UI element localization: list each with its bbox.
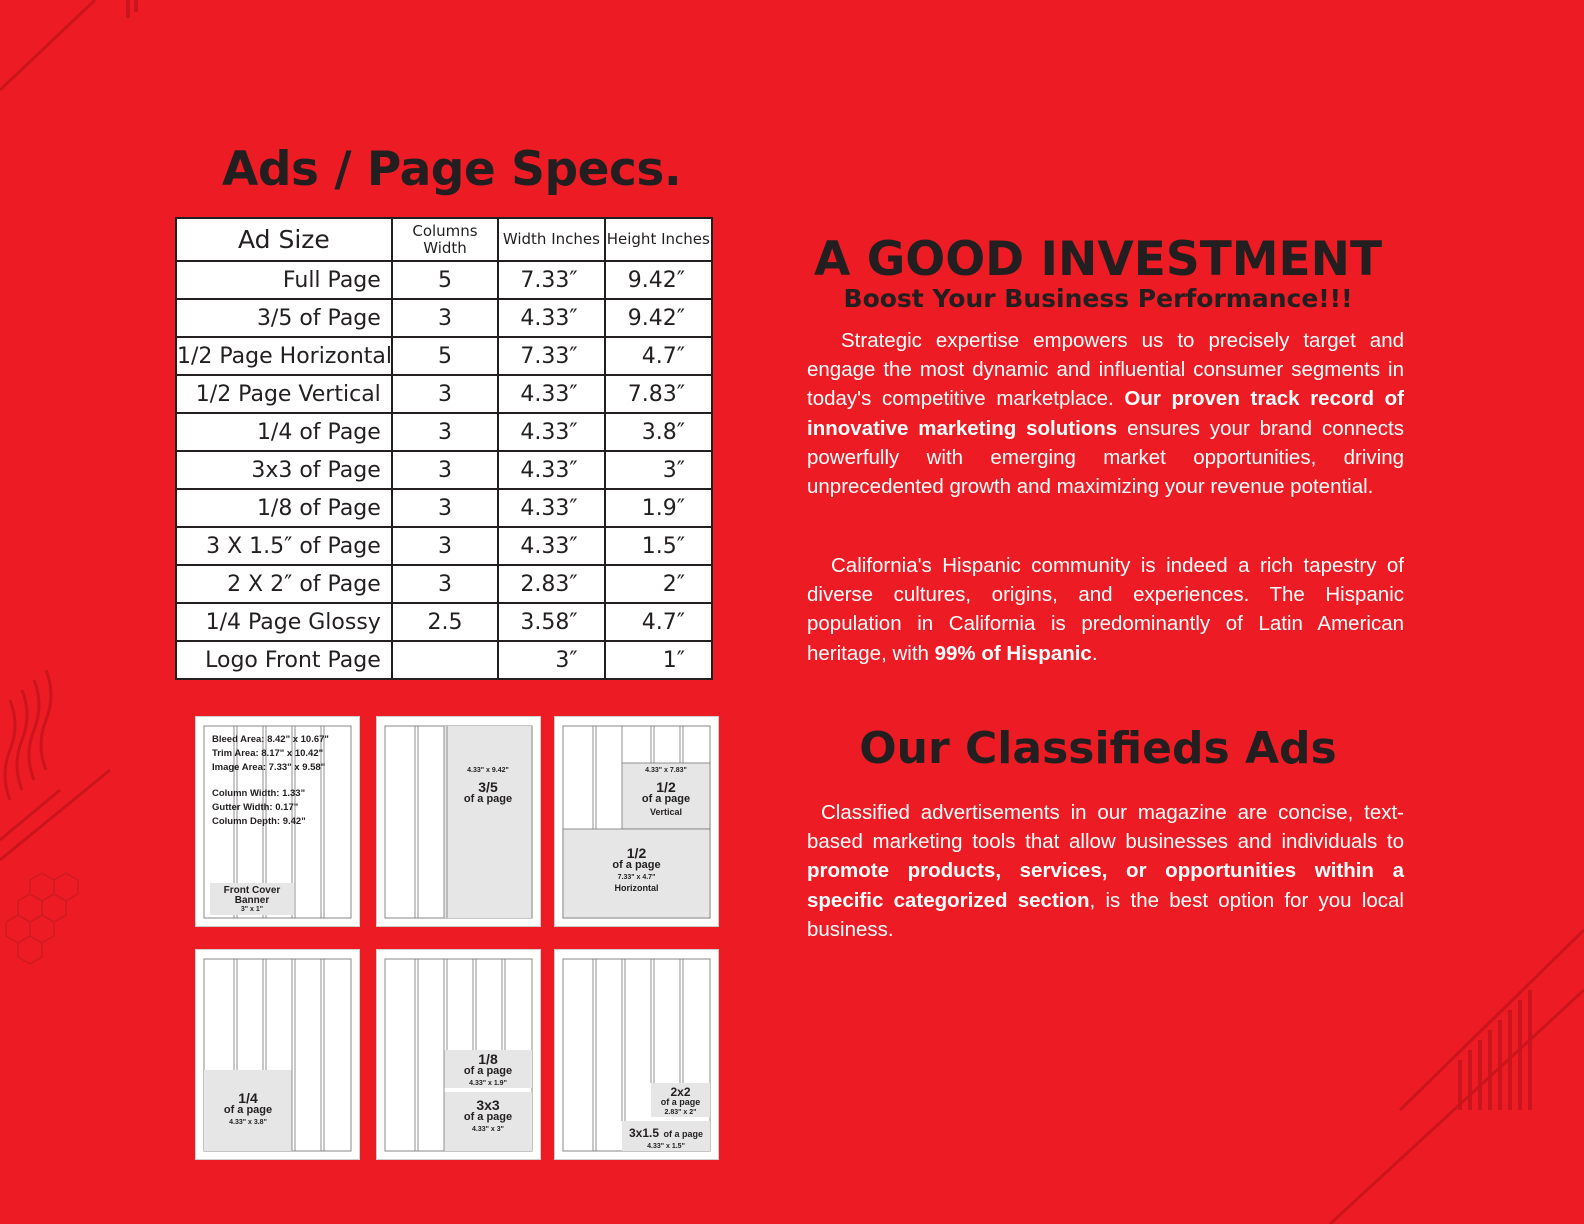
investment-paragraph-2: California's Hispanic community is indeed a rich tapestry of diverse cultures, origins, and experiences. The Hispanic population in California is predominantly of Latin American heritage, with 99% of Hispanic.: [807, 554, 1404, 665]
width-cell: 7.33″: [498, 261, 604, 299]
half-page-grid: [555, 717, 718, 926]
ad-size-cell: 1/4 Page Glossy: [176, 603, 392, 641]
columns-cell: 3: [392, 299, 498, 337]
width-cell: 2.83″: [498, 565, 604, 603]
width-cell: 4.33″: [498, 413, 604, 451]
table-row: [176, 489, 712, 527]
width-cell: 4.33″: [498, 451, 604, 489]
ad-size-cell: 3x3 of Page: [176, 451, 392, 489]
height-cell: 1.5″: [605, 527, 712, 565]
ad-size-cell: 1/8 of Page: [176, 489, 392, 527]
bleed-area: Bleed Area: 8.42" x 10.67": [212, 734, 329, 745]
ad-size-cell: 1/4 of Page: [176, 413, 392, 451]
height-cell: 9.42″: [605, 261, 712, 299]
height-cell: 3″: [605, 451, 712, 489]
table-row: [176, 451, 712, 489]
diagram-quarter-page: [195, 949, 360, 1160]
eighth-label: 1/8 of a page 4.33" x 1.9": [463, 1051, 513, 1087]
table-row: [176, 641, 712, 679]
ad-size-cell: Logo Front Page: [176, 641, 392, 679]
ad-specs-table: [175, 217, 713, 680]
full-page-specs: [212, 733, 329, 829]
diagram-full-page: [195, 716, 360, 927]
three-fifths-grid: [377, 717, 540, 926]
ad-size-cell: Full Page: [176, 261, 392, 299]
gutter-width: Gutter Width: 0.17": [212, 802, 299, 813]
table-header-row: [176, 218, 712, 261]
half-horizontal-label: 1/2 of a page 7.33" x 4.7" Horizontal: [612, 845, 661, 893]
height-cell: 3.8″: [605, 413, 712, 451]
height-cell: 1.9″: [605, 489, 712, 527]
header-columns-width: Columns Width: [392, 218, 498, 261]
height-cell: 2″: [605, 565, 712, 603]
columns-cell: [392, 641, 498, 679]
ad-size-cell: 1/2 Page Horizontal: [176, 337, 392, 375]
table-row: [176, 527, 712, 565]
header-width-inches: Width Inches: [498, 218, 604, 261]
track-record-highlight: Our proven track record of innovative marketing solutions: [807, 387, 1405, 440]
width-cell: 4.33″: [498, 489, 604, 527]
columns-cell: 3: [392, 489, 498, 527]
hispanic-percent-highlight: 99% of Hispanic: [934, 641, 1092, 665]
header-height-inches: Height Inches: [605, 218, 712, 261]
investment-heading: A GOOD INVESTMENT: [813, 232, 1383, 287]
classifieds-highlight: promote products, services, or opportunities within a specific categorized section: [807, 859, 1404, 912]
columns-cell: 3: [392, 451, 498, 489]
three-by-three-label: 3x3 of a page 4.33" x 3": [463, 1097, 513, 1133]
ad-size-cell: 3/5 of Page: [176, 299, 392, 337]
columns-cell: 5: [392, 261, 498, 299]
table-row: [176, 261, 712, 299]
header-ad-size: Ad Size: [176, 218, 392, 261]
diagram-half-page: [554, 716, 719, 927]
columns-cell: 3: [392, 375, 498, 413]
width-cell: 4.33″: [498, 527, 604, 565]
classifieds-paragraph: Classified advertisements in our magazine are concise, text-based marketing tools that allow businesses and individuals to promote products, services, or opportunities within a specific categorized section, is the best option for you local business.: [807, 801, 1404, 941]
two-by-two-label: 2x2 of a page 2.83" x 2": [660, 1085, 701, 1116]
image-area: Image Area: 7.33" x 9.58": [212, 762, 326, 773]
width-cell: 3.58″: [498, 603, 604, 641]
quarter-label: 1/4 of a page 4.33" x 3.8": [223, 1090, 273, 1126]
ad-size-cell: 1/2 Page Vertical: [176, 375, 392, 413]
table-row: [176, 375, 712, 413]
columns-cell: 2.5: [392, 603, 498, 641]
columns-cell: 5: [392, 337, 498, 375]
front-cover-banner-label: Front Cover Banner 3" x 1": [223, 885, 281, 913]
diagram-eighth-3x3: [376, 949, 541, 1160]
table-row: [176, 565, 712, 603]
diagram-2x2-3x1-5: [554, 949, 719, 1160]
investment-subheading: Boost Your Business Performance!!!: [843, 284, 1353, 313]
three-by-one-five-label: 3x1.5 of a page 4.33" x 1.5": [629, 1126, 703, 1150]
height-cell: 4.7″: [605, 603, 712, 641]
trim-area: Trim Area: 8.17" x 10.42": [212, 748, 324, 759]
three-fifths-label: 4.33" x 9.42" 3/5 of a page: [463, 767, 513, 805]
width-cell: 7.33″: [498, 337, 604, 375]
table-row: [176, 603, 712, 641]
half-vertical-label: 4.33" x 7.83" 1/2 of a page Vertical: [641, 767, 691, 817]
column-width: Column Width: 1.33": [212, 788, 306, 799]
table-row: [176, 413, 712, 451]
table-row: [176, 337, 712, 375]
width-cell: 4.33″: [498, 375, 604, 413]
height-cell: 9.42″: [605, 299, 712, 337]
height-cell: 4.7″: [605, 337, 712, 375]
columns-cell: 3: [392, 565, 498, 603]
columns-cell: 3: [392, 527, 498, 565]
classifieds-heading: Our Classifieds Ads: [859, 723, 1337, 774]
columns-cell: 3: [392, 413, 498, 451]
quarter-page-grid: [196, 950, 359, 1159]
column-depth: Column Depth: 9.42": [212, 816, 306, 827]
investment-paragraph-1: Strategic expertise empowers us to precisely target and engage the most dynamic and influential consumer segments in today's competitive marketplace. Our proven track record of innovative marketing solutions ensures your brand connects powerfully with emerging market opportunities, driving unprecedented growth and maximizing your revenue potential.: [807, 329, 1405, 499]
ad-size-cell: 2 X 2″ of Page: [176, 565, 392, 603]
width-cell: 3″: [498, 641, 604, 679]
diagram-three-fifths: [376, 716, 541, 927]
ad-size-cell: 3 X 1.5″ of Page: [176, 527, 392, 565]
height-cell: 1″: [605, 641, 712, 679]
height-cell: 7.83″: [605, 375, 712, 413]
width-cell: 4.33″: [498, 299, 604, 337]
ad-specs-title: Ads / Page Specs.: [222, 142, 682, 197]
table-row: [176, 299, 712, 337]
